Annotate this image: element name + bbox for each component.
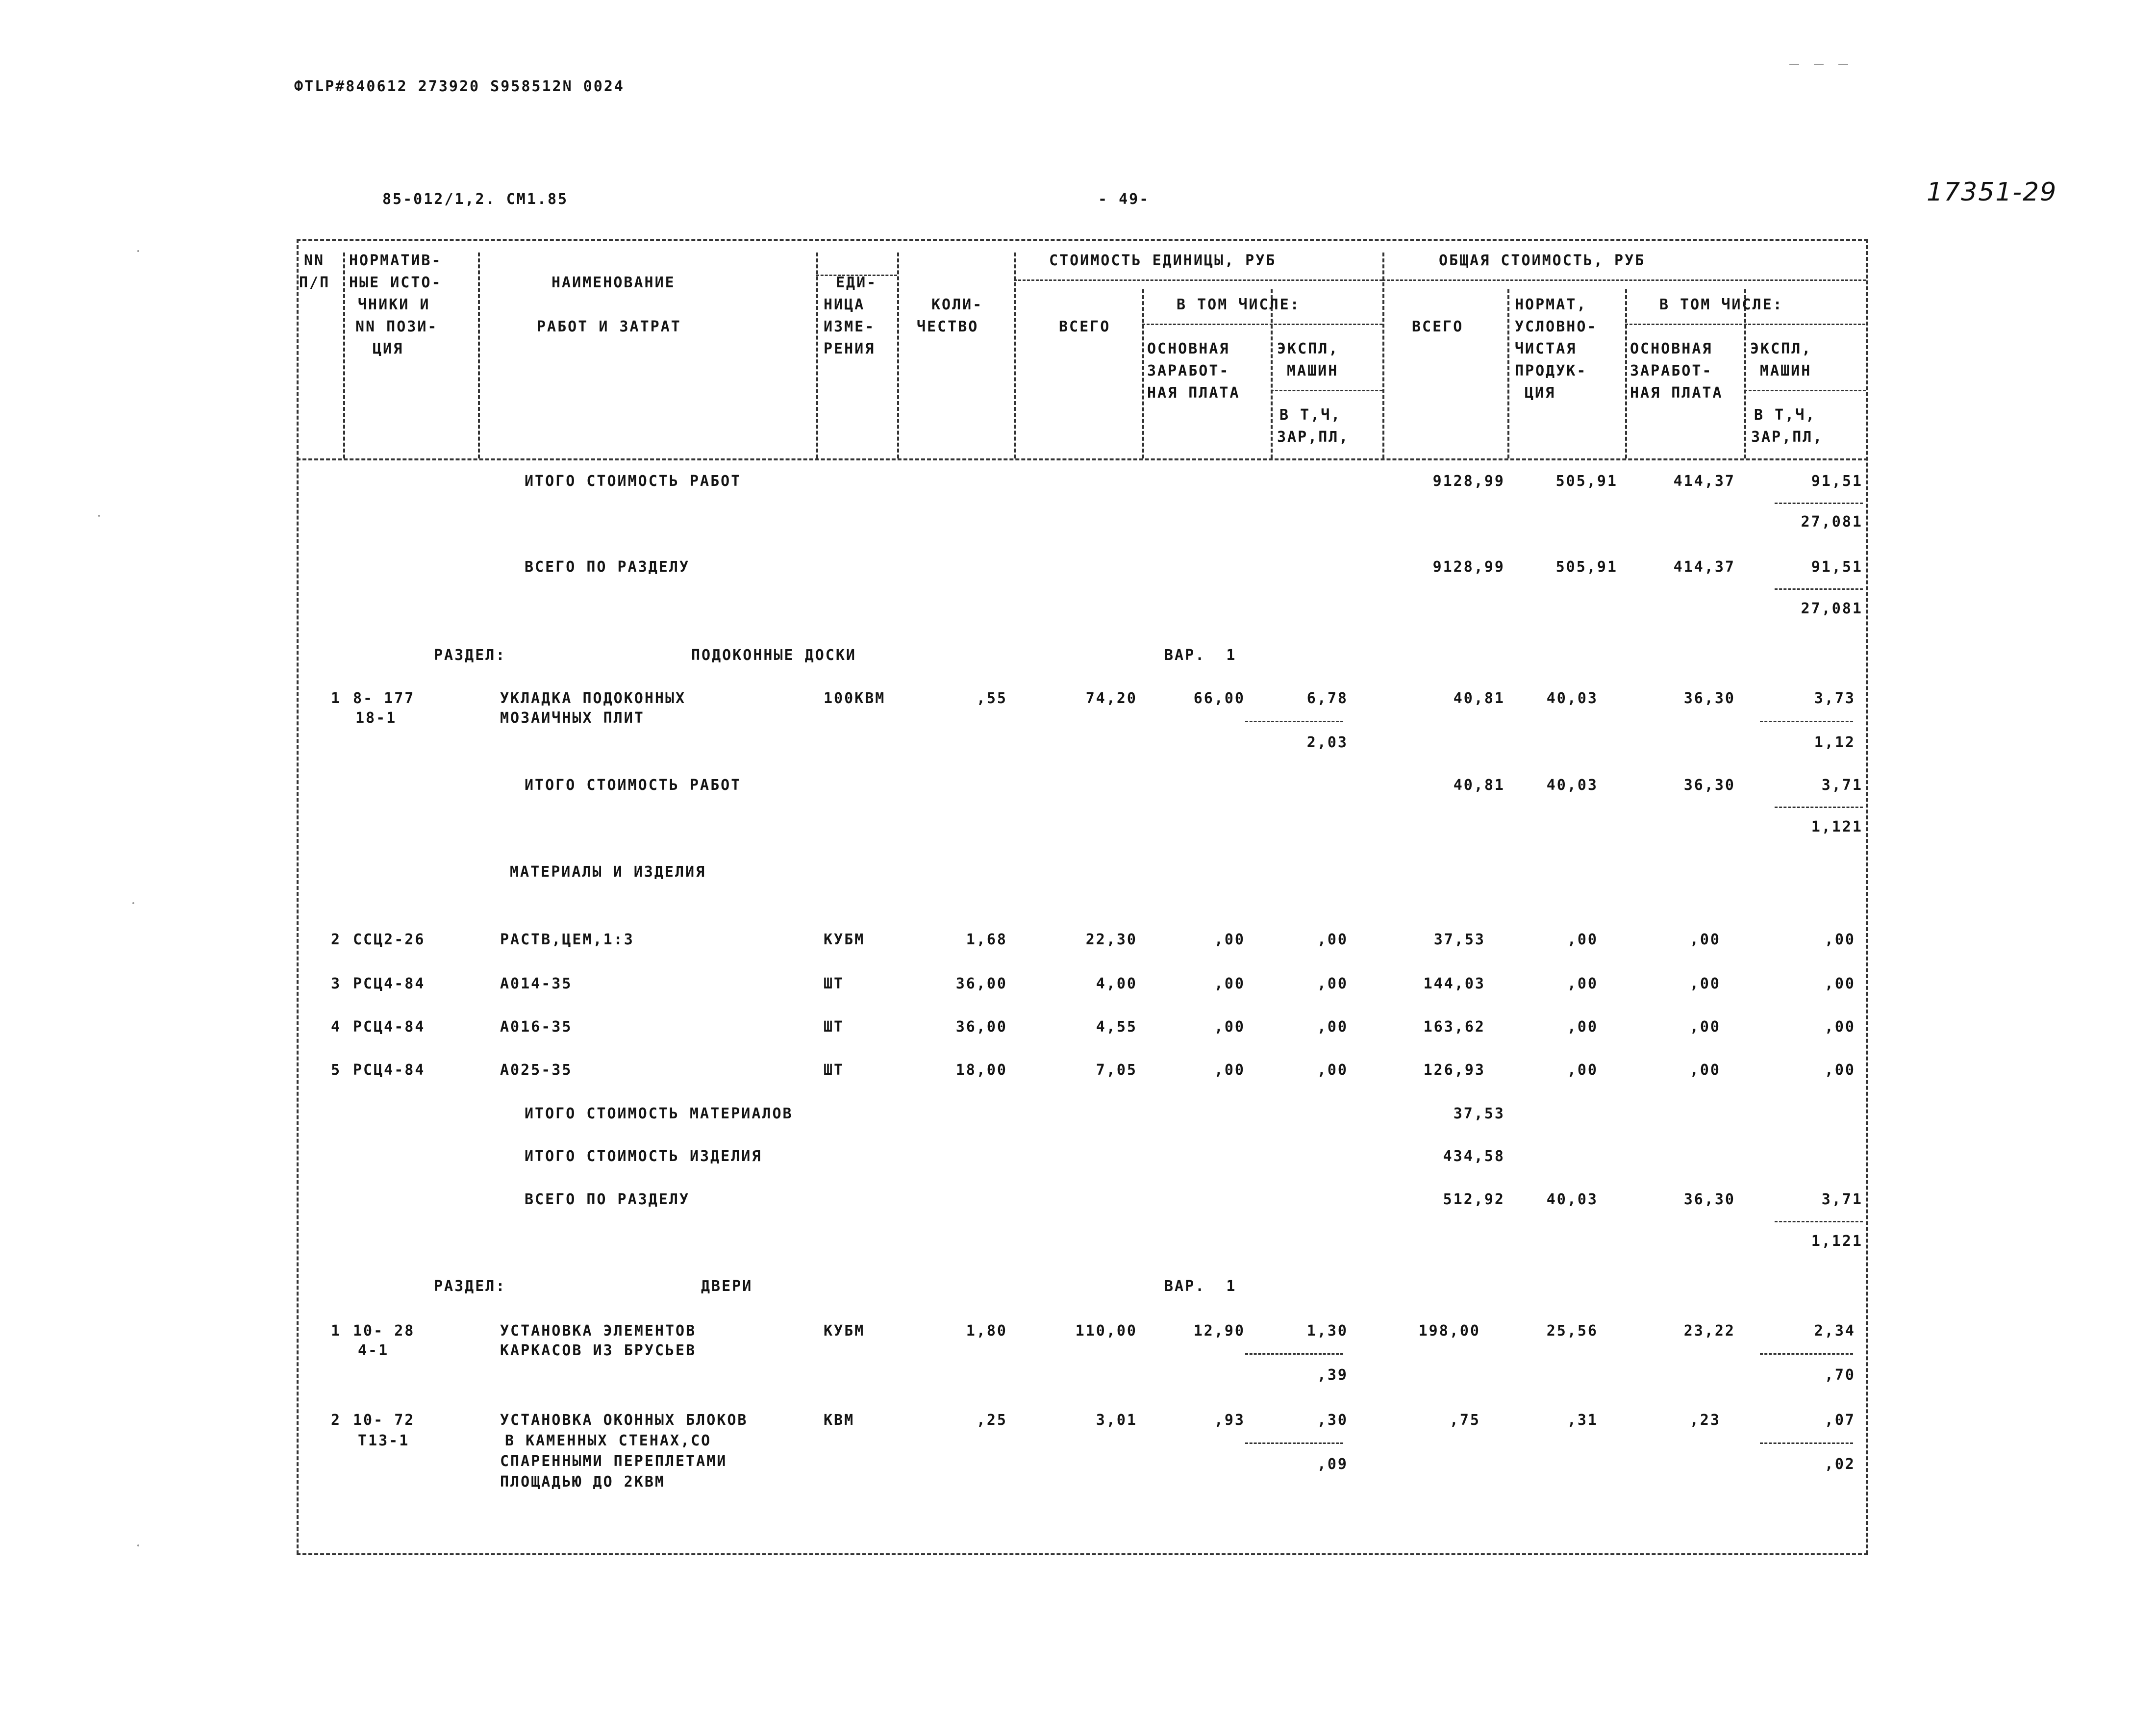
material-number: 3 bbox=[331, 975, 342, 992]
cell-total: 163,62 bbox=[1423, 1018, 1485, 1036]
material-price: 4,55 bbox=[1096, 1018, 1137, 1036]
item-unit-ekspl: 6,78 bbox=[1306, 690, 1348, 707]
cell-osn: 414,37 bbox=[1673, 558, 1735, 576]
material-code: ССЦ2-26 bbox=[353, 931, 426, 948]
item-unit: КВМ bbox=[824, 1412, 855, 1429]
item-unit-total: 3,01 bbox=[1096, 1412, 1137, 1429]
header-normative: НЫЕ ИСТО- bbox=[349, 274, 442, 291]
header-vsego: ВСЕГО bbox=[1412, 318, 1464, 335]
material-number: 4 bbox=[331, 1018, 342, 1036]
item-name: УСТАНОВКА ЭЛЕМЕНТОВ bbox=[500, 1322, 697, 1340]
cell-total: 126,93 bbox=[1423, 1062, 1485, 1079]
header-normat: НОРМАТ, bbox=[1515, 296, 1587, 313]
item-name: ПЛОЩАДЬЮ ДО 2КВМ bbox=[500, 1473, 665, 1491]
item-code: 10- 28 bbox=[353, 1322, 415, 1340]
section-label: РАЗДЕЛ: bbox=[434, 647, 506, 664]
material-ekspl: ,00 bbox=[1317, 975, 1348, 992]
material-unit: ШТ bbox=[824, 975, 845, 992]
cell-osn: ,00 bbox=[1689, 1062, 1721, 1079]
item-unit: 100КВМ bbox=[824, 690, 886, 707]
header-ekspl: ЭКСПЛ, bbox=[1750, 340, 1812, 357]
item-unit-ekspl: ,30 bbox=[1317, 1412, 1348, 1429]
header-subline bbox=[1744, 390, 1866, 391]
cell-ekspl: ,00 bbox=[1824, 1018, 1855, 1036]
header-normat: ЧИСТАЯ bbox=[1515, 340, 1577, 357]
cell-ekspl: 91,51 bbox=[1811, 473, 1863, 490]
material-ekspl: ,00 bbox=[1317, 931, 1348, 948]
header-osnovnaya: ОСНОВНАЯ bbox=[1630, 340, 1713, 357]
cell-osn: ,00 bbox=[1689, 975, 1721, 992]
header-normative: NN ПОЗИ- bbox=[355, 318, 438, 335]
document-code-line: ФTLP#840612 273920 S958512N 0024 bbox=[294, 78, 625, 95]
item-name: МОЗАИЧНЫХ ПЛИТ bbox=[500, 709, 645, 727]
subtotal-divider bbox=[1775, 503, 1863, 504]
material-name: А016-35 bbox=[500, 1018, 573, 1036]
cell-normat: ,00 bbox=[1567, 1062, 1598, 1079]
header-subline bbox=[1382, 279, 1866, 281]
header-unit: РЕНИЯ bbox=[824, 340, 876, 357]
header-osnovnaya: ОСНОВНАЯ bbox=[1147, 340, 1230, 357]
item-qty: ,25 bbox=[976, 1412, 1007, 1429]
header-subline bbox=[1625, 324, 1865, 325]
header-total-cost: ОБЩАЯ СТОИМОСТЬ, РУБ bbox=[1439, 252, 1646, 269]
cell-total: 40,81 bbox=[1453, 777, 1505, 794]
header-normat: ПРОДУК- bbox=[1515, 362, 1587, 379]
subtotal-divider bbox=[1245, 721, 1343, 722]
header-unit: ИЗМЕ- bbox=[824, 318, 876, 335]
cell-normat: ,00 bbox=[1567, 931, 1598, 948]
cell-total: 512,92 bbox=[1443, 1191, 1505, 1208]
item-unit-ekspl: 1,30 bbox=[1306, 1322, 1348, 1340]
header-separator bbox=[816, 253, 818, 458]
item-name: УСТАНОВКА ОКОННЫХ БЛОКОВ bbox=[500, 1412, 748, 1429]
cell-zp: 1,121 bbox=[1811, 1233, 1863, 1250]
cell-zp: ,02 bbox=[1824, 1456, 1855, 1473]
material-qty: 1,68 bbox=[966, 931, 1007, 948]
table-left-border bbox=[297, 239, 299, 1554]
row-label: ИТОГО СТОИМОСТЬ РАБОТ bbox=[525, 473, 742, 490]
header-normative: НОРМАТИВ- bbox=[349, 252, 442, 269]
material-code: РСЦ4-84 bbox=[353, 1062, 426, 1079]
cell-osn: 36,30 bbox=[1683, 690, 1735, 707]
section-label: РАЗДЕЛ: bbox=[434, 1278, 506, 1295]
material-osn: ,00 bbox=[1214, 1062, 1245, 1079]
item-number: 2 bbox=[331, 1412, 342, 1429]
scan-speck bbox=[1838, 64, 1848, 65]
cell-normat: 40,03 bbox=[1546, 1191, 1598, 1208]
header-separator bbox=[478, 253, 480, 458]
material-osn: ,00 bbox=[1214, 975, 1245, 992]
cell-total: 37,53 bbox=[1453, 1105, 1505, 1122]
cell-osn: 23,22 bbox=[1683, 1322, 1735, 1340]
sheet-reference: 85-012/1,2. СМ1.85 bbox=[382, 191, 569, 208]
cell-osn: ,23 bbox=[1689, 1412, 1721, 1429]
section-variant: ВАР. 1 bbox=[1164, 647, 1237, 664]
item-qty: 1,80 bbox=[966, 1322, 1007, 1340]
cell-ekspl: 3,73 bbox=[1814, 690, 1855, 707]
header-separator bbox=[897, 253, 899, 458]
cell-zp: 1,121 bbox=[1811, 818, 1863, 835]
item-unit-zp: ,39 bbox=[1317, 1366, 1348, 1384]
material-number: 2 bbox=[331, 931, 342, 948]
header-separator bbox=[1142, 289, 1144, 458]
header-osnovnaya: НАЯ ПЛАТА bbox=[1147, 384, 1240, 402]
material-osn: ,00 bbox=[1214, 1018, 1245, 1036]
cell-osn: 36,30 bbox=[1683, 777, 1735, 794]
header-quantity: КОЛИ- bbox=[931, 296, 983, 313]
item-name: КАРКАСОВ ИЗ БРУСЬЕВ bbox=[500, 1342, 697, 1359]
header-separator bbox=[1744, 289, 1746, 458]
header-separator bbox=[1625, 289, 1627, 458]
item-unit-osn: 12,90 bbox=[1193, 1322, 1245, 1340]
page-number: - 49- bbox=[1098, 191, 1150, 208]
cell-osn: 36,30 bbox=[1683, 1191, 1735, 1208]
subtotal-divider bbox=[1760, 721, 1853, 722]
header-unit: ЕДИ- bbox=[836, 274, 877, 291]
cell-ekspl: 3,71 bbox=[1821, 1191, 1863, 1208]
cell-ekspl: ,00 bbox=[1824, 1062, 1855, 1079]
cell-ekspl: ,07 bbox=[1824, 1412, 1855, 1429]
cell-osn: ,00 bbox=[1689, 931, 1721, 948]
header-name: НАИМЕНОВАНИЕ bbox=[552, 274, 676, 291]
cell-osn: 414,37 bbox=[1673, 473, 1735, 490]
cell-normat: 25,56 bbox=[1546, 1322, 1598, 1340]
header-normat: ЦИЯ bbox=[1525, 384, 1556, 402]
row-label: ВСЕГО ПО РАЗДЕЛУ bbox=[525, 1191, 690, 1208]
item-unit: КУБМ bbox=[824, 1322, 865, 1340]
header-vsego: ВСЕГО bbox=[1059, 318, 1111, 335]
item-unit-total: 110,00 bbox=[1075, 1322, 1137, 1340]
scan-speck bbox=[132, 902, 134, 904]
subtotal-divider bbox=[1245, 1442, 1343, 1444]
header-osnovnaya: ЗАРАБОТ- bbox=[1630, 362, 1713, 379]
header-subline bbox=[1271, 390, 1382, 391]
cell-ekspl: 91,51 bbox=[1811, 558, 1863, 576]
item-number: 1 bbox=[331, 1322, 342, 1340]
cell-zp: 27,081 bbox=[1801, 600, 1863, 617]
cell-total: 40,81 bbox=[1453, 690, 1505, 707]
material-unit: КУБМ bbox=[824, 931, 865, 948]
cell-normat: 505,91 bbox=[1555, 558, 1618, 576]
header-incl-wages: ЗАР,ПЛ, bbox=[1277, 429, 1350, 446]
item-unit-osn: 66,00 bbox=[1193, 690, 1245, 707]
cell-normat: ,00 bbox=[1567, 1018, 1598, 1036]
header-separator bbox=[343, 253, 345, 458]
subtotal-divider bbox=[1760, 1442, 1853, 1444]
material-unit: ШТ bbox=[824, 1018, 845, 1036]
cell-ekspl: 2,34 bbox=[1814, 1322, 1855, 1340]
item-qty: ,55 bbox=[976, 690, 1007, 707]
material-code: РСЦ4-84 bbox=[353, 975, 426, 992]
item-code: Т13-1 bbox=[358, 1432, 410, 1449]
header-separator bbox=[1507, 289, 1509, 458]
cell-ekspl: ,00 bbox=[1824, 975, 1855, 992]
header-pp: П/П bbox=[299, 274, 330, 291]
material-name: А025-35 bbox=[500, 1062, 573, 1079]
material-price: 22,30 bbox=[1085, 931, 1137, 948]
cell-total: ,75 bbox=[1449, 1412, 1480, 1429]
cell-ekspl: ,00 bbox=[1824, 931, 1855, 948]
row-label: ВСЕГО ПО РАЗДЕЛУ bbox=[525, 558, 690, 576]
header-separator bbox=[1271, 289, 1273, 458]
material-name: А014-35 bbox=[500, 975, 573, 992]
item-number: 1 bbox=[331, 690, 342, 707]
header-subline bbox=[1014, 279, 1382, 281]
cell-zp: ,70 bbox=[1824, 1366, 1855, 1384]
header-ekspl: ЭКСПЛ, bbox=[1277, 340, 1339, 357]
material-price: 7,05 bbox=[1096, 1062, 1137, 1079]
row-label: ИТОГО СТОИМОСТЬ ИЗДЕЛИЯ bbox=[525, 1148, 762, 1165]
row-label: ИТОГО СТОИМОСТЬ МАТЕРИАЛОВ bbox=[525, 1105, 793, 1122]
header-normative: ЧНИКИ И bbox=[358, 296, 430, 313]
cell-total: 434,58 bbox=[1443, 1148, 1505, 1165]
item-unit-zp: ,09 bbox=[1317, 1456, 1348, 1473]
table-right-border bbox=[1866, 239, 1868, 1554]
cell-normat: ,00 bbox=[1567, 975, 1598, 992]
item-code: 18-1 bbox=[355, 709, 397, 727]
header-separator bbox=[1014, 253, 1016, 458]
header-unit: НИЦА bbox=[824, 296, 865, 313]
item-code: 8- 177 bbox=[353, 690, 415, 707]
item-code: 10- 72 bbox=[353, 1412, 415, 1429]
item-unit-total: 74,20 bbox=[1085, 690, 1137, 707]
scan-speck bbox=[137, 250, 139, 252]
subtotal-divider bbox=[1760, 1353, 1853, 1355]
cell-total: 37,53 bbox=[1433, 931, 1485, 948]
cell-normat: 40,03 bbox=[1546, 690, 1598, 707]
subtotal-divider bbox=[1775, 588, 1863, 590]
item-name: СПАРЕННЫМИ ПЕРЕПЛЕТАМИ bbox=[500, 1453, 727, 1470]
header-separator bbox=[1382, 253, 1384, 458]
material-ekspl: ,00 bbox=[1317, 1062, 1348, 1079]
header-subline bbox=[1142, 324, 1382, 325]
cell-total: 9128,99 bbox=[1432, 558, 1505, 576]
header-bottom-border bbox=[297, 458, 1868, 460]
material-unit: ШТ bbox=[824, 1062, 845, 1079]
material-ekspl: ,00 bbox=[1317, 1018, 1348, 1036]
header-name: РАБОТ И ЗАТРАТ bbox=[537, 318, 681, 335]
scan-speck bbox=[1789, 64, 1799, 65]
material-osn: ,00 bbox=[1214, 931, 1245, 948]
header-normative: ЦИЯ bbox=[373, 340, 404, 357]
cell-normat: 505,91 bbox=[1555, 473, 1618, 490]
item-name: В КАМЕННЫХ СТЕНАХ,СО bbox=[505, 1432, 712, 1449]
material-number: 5 bbox=[331, 1062, 342, 1079]
material-qty: 36,00 bbox=[955, 1018, 1007, 1036]
item-unit-zp: 2,03 bbox=[1306, 734, 1348, 751]
subtotal-divider bbox=[1775, 1221, 1863, 1222]
cell-total: 9128,99 bbox=[1432, 473, 1505, 490]
cell-ekspl: 3,71 bbox=[1821, 777, 1863, 794]
scan-speck bbox=[137, 1544, 139, 1546]
table-top-border bbox=[297, 239, 1868, 241]
cell-osn: ,00 bbox=[1689, 1018, 1721, 1036]
header-incl-wages: В Т,Ч, bbox=[1754, 406, 1816, 424]
section-name: ДВЕРИ bbox=[701, 1278, 753, 1295]
material-name: РАСТВ,ЦЕМ,1:3 bbox=[500, 931, 634, 948]
material-price: 4,00 bbox=[1096, 975, 1137, 992]
item-name: УКЛАДКА ПОДОКОННЫХ bbox=[500, 690, 686, 707]
header-ekspl: МАШИН bbox=[1287, 362, 1339, 379]
materials-heading: МАТЕРИАЛЫ И ИЗДЕЛИЯ bbox=[510, 863, 706, 881]
item-unit-osn: ,93 bbox=[1214, 1412, 1245, 1429]
header-normat: УСЛОВНО- bbox=[1515, 318, 1598, 335]
header-including: В ТОМ ЧИСЛЕ: bbox=[1177, 296, 1301, 313]
cell-total: 198,00 bbox=[1418, 1322, 1480, 1340]
cell-total: 144,03 bbox=[1423, 975, 1485, 992]
handwritten-sheet-number: 17351-29 bbox=[1927, 177, 2057, 207]
header-osnovnaya: НАЯ ПЛАТА bbox=[1630, 384, 1723, 402]
header-incl-wages: В Т,Ч, bbox=[1279, 406, 1342, 424]
subtotal-divider bbox=[1245, 1353, 1343, 1355]
cell-zp: 1,12 bbox=[1814, 734, 1855, 751]
scan-speck bbox=[98, 515, 100, 517]
section-variant: ВАР. 1 bbox=[1164, 1278, 1237, 1295]
cell-zp: 27,081 bbox=[1801, 513, 1863, 531]
header-incl-wages: ЗАР,ПЛ, bbox=[1751, 429, 1824, 446]
cell-normat: 40,03 bbox=[1546, 777, 1598, 794]
header-ekspl: МАШИН bbox=[1760, 362, 1812, 379]
subtotal-divider bbox=[1775, 807, 1863, 808]
header-unit-cost: СТОИМОСТЬ ЕДИНИЦЫ, РУБ bbox=[1049, 252, 1277, 269]
row-label: ИТОГО СТОИМОСТЬ РАБОТ bbox=[525, 777, 742, 794]
table-bottom-border bbox=[297, 1553, 1868, 1555]
material-qty: 18,00 bbox=[955, 1062, 1007, 1079]
header-including: В ТОМ ЧИСЛЕ: bbox=[1659, 296, 1783, 313]
material-qty: 36,00 bbox=[955, 975, 1007, 992]
cell-normat: ,31 bbox=[1567, 1412, 1598, 1429]
header-quantity: ЧЕСТВО bbox=[917, 318, 979, 335]
material-code: РСЦ4-84 bbox=[353, 1018, 426, 1036]
item-code: 4-1 bbox=[358, 1342, 389, 1359]
section-name: ПОДОКОННЫЕ ДОСКИ bbox=[691, 647, 856, 664]
scan-speck bbox=[1814, 64, 1824, 65]
header-osnovnaya: ЗАРАБОТ- bbox=[1147, 362, 1230, 379]
header-nn: NN bbox=[304, 252, 325, 269]
